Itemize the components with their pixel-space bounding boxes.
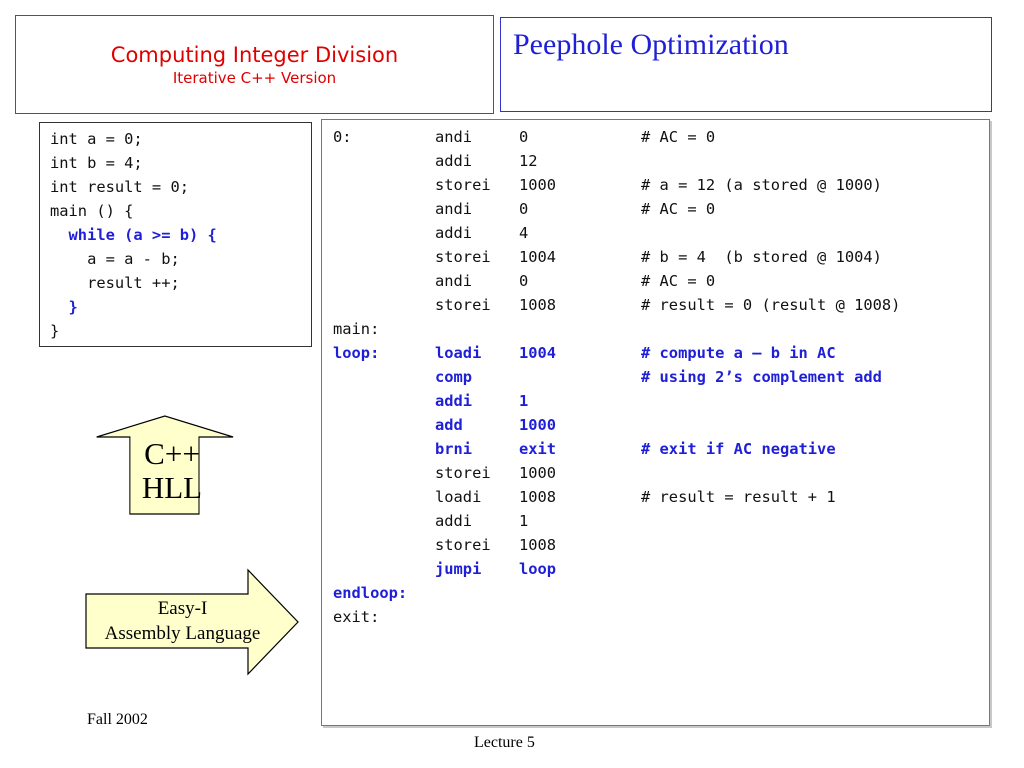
assembly-operand: 12	[519, 152, 538, 170]
right-arrow-label-line1: Easy-I	[157, 598, 208, 619]
assembly-operand: 1004	[519, 344, 557, 362]
assembly-label: 0:	[333, 128, 352, 146]
footer-center-text: Lecture 5	[474, 734, 535, 751]
assembly-code-line	[333, 269, 989, 293]
assembly-code-line	[333, 293, 989, 317]
assembly-operand: 1000	[519, 176, 557, 194]
cpp-code-line: }	[50, 322, 60, 340]
assembly-opcode: storei	[435, 296, 491, 314]
up-arrow-label-line1: C++	[144, 436, 200, 471]
assembly-code-line	[333, 317, 989, 341]
assembly-operand: 1008	[519, 488, 557, 506]
left-slide-title-box	[15, 15, 494, 114]
assembly-operand: 1008	[519, 536, 557, 554]
assembly-code-line	[333, 365, 989, 389]
assembly-opcode: andi	[435, 200, 473, 218]
assembly-operand: exit	[519, 440, 557, 458]
assembly-operand: 1000	[519, 464, 557, 482]
cpp-code-line: int result = 0;	[50, 178, 189, 196]
assembly-comment: # exit if AC negative	[641, 440, 836, 458]
assembly-code-line	[333, 533, 989, 557]
assembly-operand: 1	[519, 392, 529, 410]
cpp-code-line: }	[50, 298, 78, 316]
assembly-opcode: brni	[435, 440, 473, 458]
assembly-code-line	[333, 245, 989, 269]
cpp-code-line: int b = 4;	[50, 154, 143, 172]
assembly-comment: # AC = 0	[641, 272, 716, 290]
assembly-label: exit:	[333, 608, 380, 626]
cpp-code-line: while (a >= b) {	[50, 226, 217, 244]
assembly-code-line	[333, 485, 989, 509]
assembly-operand: 1	[519, 512, 529, 530]
assembly-operand: loop	[519, 560, 557, 578]
cpp-code-line: result ++;	[50, 274, 180, 292]
assembly-comment: # compute a – b in AC	[641, 344, 836, 362]
assembly-operand: 1004	[519, 248, 557, 266]
assembly-operand: 1008	[519, 296, 557, 314]
assembly-code-box	[321, 119, 990, 726]
assembly-code-line	[333, 149, 989, 173]
assembly-code-line	[333, 389, 989, 413]
up-arrow-label	[128, 437, 216, 505]
footer-left-text: Fall 2002	[87, 711, 148, 728]
assembly-operand: 0	[519, 272, 529, 290]
cpp-code-line: int a = 0;	[50, 130, 143, 148]
assembly-code-line	[333, 197, 989, 221]
assembly-code-lines	[333, 125, 989, 629]
assembly-opcode: loadi	[435, 344, 482, 362]
assembly-opcode: addi	[435, 392, 473, 410]
cpp-code-line: main () {	[50, 202, 134, 220]
assembly-operand: 0	[519, 200, 529, 218]
assembly-opcode: andi	[435, 272, 473, 290]
right-arrow-label	[85, 596, 280, 646]
assembly-comment: # a = 12 (a stored @ 1000)	[641, 176, 882, 194]
assembly-label: main:	[333, 320, 380, 338]
assembly-opcode: jumpi	[435, 560, 482, 578]
assembly-code-line	[333, 125, 989, 149]
assembly-operand: 0	[519, 128, 529, 146]
assembly-code-line	[333, 509, 989, 533]
assembly-opcode: storei	[435, 536, 491, 554]
left-slide-title: Computing Integer Division	[110, 42, 399, 67]
assembly-code-line	[333, 221, 989, 245]
cpp-code-line: a = a - b;	[50, 250, 180, 268]
assembly-opcode: andi	[435, 128, 473, 146]
assembly-code-line	[333, 581, 989, 605]
assembly-code-line	[333, 557, 989, 581]
cpp-code-box	[39, 122, 312, 347]
assembly-comment: # AC = 0	[641, 128, 716, 146]
assembly-code-line	[333, 413, 989, 437]
assembly-label: endloop:	[333, 584, 408, 602]
right-arrow-label-line2: Assembly Language	[104, 623, 261, 644]
assembly-comment: # result = 0 (result @ 1008)	[641, 296, 901, 314]
assembly-operand: 4	[519, 224, 529, 242]
right-slide-title-box	[500, 17, 992, 112]
assembly-opcode: addi	[435, 224, 473, 242]
assembly-comment: # using 2’s complement add	[641, 368, 882, 386]
assembly-opcode: add	[435, 416, 463, 434]
assembly-opcode: storei	[435, 464, 491, 482]
cpp-code-lines	[50, 127, 311, 343]
assembly-label: loop:	[333, 344, 380, 362]
assembly-opcode: storei	[435, 248, 491, 266]
assembly-opcode: comp	[435, 368, 473, 386]
assembly-comment: # b = 4 (b stored @ 1004)	[641, 248, 882, 266]
assembly-opcode: storei	[435, 176, 491, 194]
assembly-opcode: addi	[435, 152, 473, 170]
assembly-comment: # result = result + 1	[641, 488, 836, 506]
assembly-code-line	[333, 341, 989, 365]
right-slide-title: Peephole Optimization	[513, 28, 789, 61]
up-arrow-label-line2: HLL	[141, 470, 203, 505]
assembly-comment: # AC = 0	[641, 200, 716, 218]
assembly-opcode: addi	[435, 512, 473, 530]
assembly-operand: 1000	[519, 416, 557, 434]
assembly-code-line	[333, 461, 989, 485]
assembly-code-line	[333, 173, 989, 197]
assembly-code-line	[333, 605, 989, 629]
assembly-opcode: loadi	[435, 488, 482, 506]
assembly-code-line	[333, 437, 989, 461]
left-slide-subtitle: Iterative C++ Version	[172, 68, 337, 87]
